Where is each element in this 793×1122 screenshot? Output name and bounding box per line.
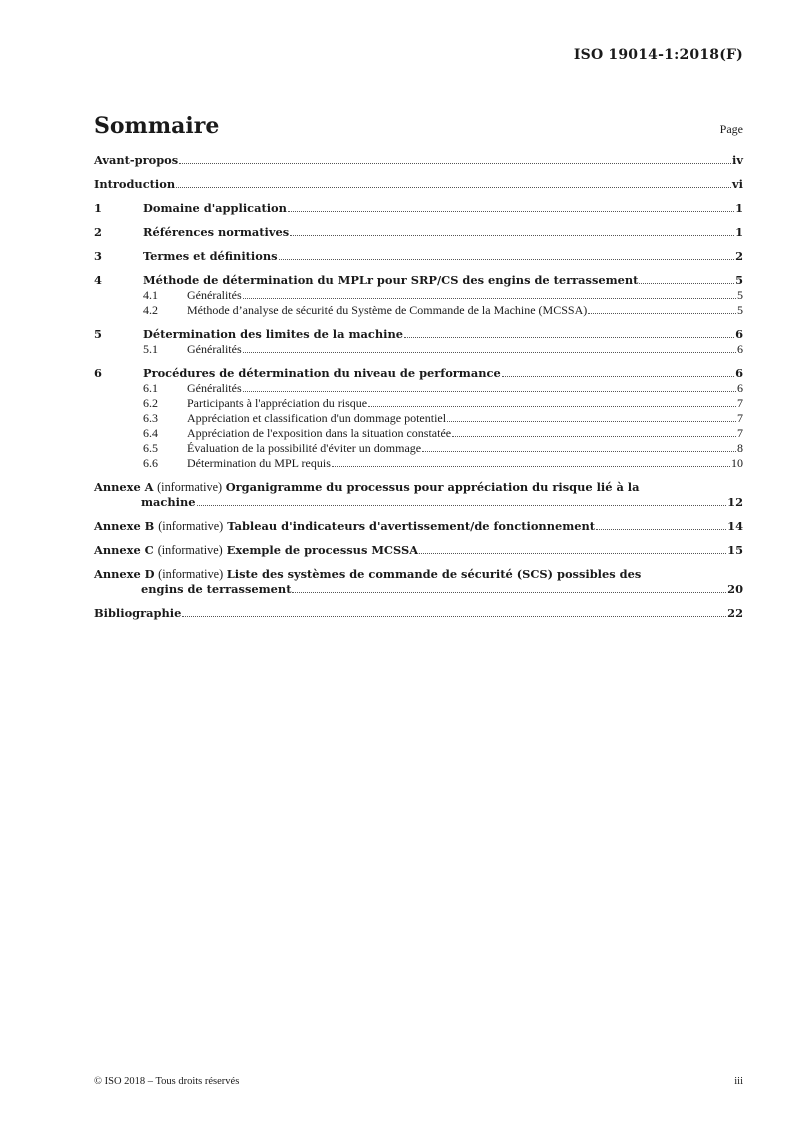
table-of-contents bbox=[94, 153, 743, 621]
leader-dots bbox=[404, 337, 734, 338]
annex-page: 20 bbox=[727, 582, 743, 596]
annex-type: (informative) bbox=[157, 480, 223, 494]
subclause-label: Détermination du MPL requis bbox=[187, 456, 331, 470]
clause-label: Détermination des limites de la machine bbox=[143, 327, 403, 341]
leader-dots bbox=[419, 553, 726, 554]
page-number: iii bbox=[734, 1076, 743, 1087]
subclause-number: 4.1 bbox=[143, 288, 158, 302]
copyright-notice: © ISO 2018 – Tous droits réservés bbox=[94, 1076, 240, 1087]
subclause-page: 10 bbox=[731, 456, 743, 470]
annex-prefix: Annexe C bbox=[94, 543, 154, 557]
toc-subclause-4-1[interactable] bbox=[94, 288, 743, 303]
clause-label: Procédures de détermination du niveau de performance bbox=[143, 366, 501, 380]
subclause-label: Appréciation et classification d'un dommage potentiel bbox=[187, 411, 447, 425]
leader-dots bbox=[596, 529, 726, 530]
leader-dots bbox=[243, 352, 736, 353]
clause-page: 1 bbox=[735, 201, 743, 215]
toc-entry-label: Avant-propos bbox=[94, 153, 179, 167]
leader-dots bbox=[197, 505, 727, 506]
leader-dots bbox=[279, 259, 735, 260]
toc-clause-4[interactable] bbox=[94, 273, 743, 288]
toc-entry-label: Introduction bbox=[94, 177, 176, 191]
subclause-number: 6.2 bbox=[143, 396, 158, 410]
subclause-label: Généralités bbox=[187, 342, 242, 356]
leader-dots bbox=[639, 283, 734, 284]
annex-title: Liste des systèmes de commande de sécurité (SCS) possibles des bbox=[226, 567, 642, 581]
toc-clause-5[interactable] bbox=[94, 327, 743, 342]
toc-subclause-6-3[interactable] bbox=[94, 411, 743, 426]
toc-title: Sommaire bbox=[94, 113, 220, 139]
clause-page: 6 bbox=[735, 327, 743, 341]
annex-page: 15 bbox=[727, 543, 743, 557]
toc-clause-2[interactable] bbox=[94, 225, 743, 240]
clause-number: 4 bbox=[94, 273, 102, 287]
toc-clause-1[interactable] bbox=[94, 201, 743, 216]
annex-page: 14 bbox=[727, 519, 743, 533]
annex-type: (informative) bbox=[157, 543, 223, 557]
toc-entry-page: iv bbox=[732, 153, 743, 167]
leader-dots bbox=[182, 616, 726, 617]
subclause-number: 6.4 bbox=[143, 426, 158, 440]
toc-subclause-6-2[interactable] bbox=[94, 396, 743, 411]
subclause-label: Généralités bbox=[187, 288, 242, 302]
annex-title: Exemple de processus MCSSA bbox=[226, 543, 419, 557]
annex-page: 12 bbox=[727, 495, 743, 509]
subclause-page: 6 bbox=[737, 381, 743, 395]
leader-dots bbox=[452, 436, 736, 437]
clause-number: 2 bbox=[94, 225, 102, 239]
annex-type: (informative) bbox=[158, 567, 224, 581]
document-id: ISO 19014-1:2018(F) bbox=[573, 47, 743, 63]
subclause-page: 7 bbox=[737, 411, 743, 425]
clause-label: Méthode de détermination du MPLr pour SRP/CS des engins de terrassement bbox=[143, 273, 639, 287]
toc-subclause-6-1[interactable] bbox=[94, 381, 743, 396]
subclause-number: 4.2 bbox=[143, 303, 158, 317]
subclause-number: 5.1 bbox=[143, 342, 158, 356]
toc-annex-a[interactable] bbox=[94, 480, 743, 510]
subclause-number: 6.3 bbox=[143, 411, 158, 425]
leader-dots bbox=[422, 451, 736, 452]
clause-number: 3 bbox=[94, 249, 102, 263]
toc-subclause-6-6[interactable] bbox=[94, 456, 743, 471]
subclause-label: Méthode d’analyse de sécurité du Système de Commande de la Machine (MCSSA) bbox=[187, 303, 588, 317]
leader-dots bbox=[588, 313, 736, 314]
leader-dots bbox=[243, 391, 736, 392]
clause-page: 1 bbox=[735, 225, 743, 239]
page-column-label: Page bbox=[719, 122, 743, 136]
toc-subclause-4-2[interactable] bbox=[94, 303, 743, 318]
subclause-number: 6.5 bbox=[143, 441, 158, 455]
subclause-page: 7 bbox=[737, 396, 743, 410]
annex-title-continued: engins de terrassement bbox=[141, 582, 292, 596]
leader-dots bbox=[332, 466, 730, 467]
subclause-page: 8 bbox=[737, 441, 743, 455]
leader-dots bbox=[176, 187, 731, 188]
leader-dots bbox=[447, 421, 736, 422]
toc-entry-introduction[interactable] bbox=[94, 177, 743, 192]
toc-clause-6[interactable] bbox=[94, 366, 743, 381]
annex-prefix: Annexe D bbox=[94, 567, 155, 581]
subclause-number: 6.6 bbox=[143, 456, 158, 470]
annex-prefix: Annexe A bbox=[94, 480, 154, 494]
clause-page: 2 bbox=[735, 249, 743, 263]
leader-dots bbox=[290, 235, 734, 236]
clause-page: 5 bbox=[735, 273, 743, 287]
leader-dots bbox=[243, 298, 736, 299]
toc-entry-page: 22 bbox=[727, 606, 743, 620]
clause-page: 6 bbox=[735, 366, 743, 380]
toc-subclause-6-5[interactable] bbox=[94, 441, 743, 456]
annex-type: (informative) bbox=[158, 519, 224, 533]
annex-title: Organigramme du processus pour appréciation du risque lié à la bbox=[225, 480, 640, 494]
annex-title-continued: machine bbox=[141, 495, 196, 509]
subclause-label: Généralités bbox=[187, 381, 242, 395]
toc-annex-d[interactable] bbox=[94, 567, 743, 597]
toc-title-row bbox=[94, 113, 743, 139]
toc-annex-c[interactable] bbox=[94, 543, 743, 558]
leader-dots bbox=[502, 376, 734, 377]
subclause-label: Participants à l'appréciation du risque bbox=[187, 396, 368, 410]
toc-subclause-5-1[interactable] bbox=[94, 342, 743, 357]
annex-title: Tableau d'indicateurs d'avertissement/de fonctionnement bbox=[227, 519, 596, 533]
toc-subclause-6-4[interactable] bbox=[94, 426, 743, 441]
subclause-page: 5 bbox=[737, 288, 743, 302]
toc-clause-3[interactable] bbox=[94, 249, 743, 264]
clause-label: Termes et définitions bbox=[143, 249, 278, 263]
subclause-page: 5 bbox=[737, 303, 743, 317]
leader-dots bbox=[179, 163, 731, 164]
toc-annex-b[interactable] bbox=[94, 519, 743, 534]
annex-prefix: Annexe B bbox=[94, 519, 155, 533]
subclause-label: Évaluation de la possibilité d'éviter un dommage bbox=[187, 441, 422, 455]
clause-number: 6 bbox=[94, 366, 102, 380]
toc-entry-page: vi bbox=[732, 177, 743, 191]
clause-label: Domaine d'application bbox=[143, 201, 287, 215]
leader-dots bbox=[288, 211, 734, 212]
subclause-number: 6.1 bbox=[143, 381, 158, 395]
clause-number: 1 bbox=[94, 201, 102, 215]
subclause-label: Appréciation de l'exposition dans la situation constatée bbox=[187, 426, 452, 440]
leader-dots bbox=[368, 406, 736, 407]
toc-entry-label: Bibliographie bbox=[94, 606, 182, 620]
subclause-page: 7 bbox=[737, 426, 743, 440]
toc-entry-avant-propos[interactable] bbox=[94, 153, 743, 168]
toc-entry-bibliographie[interactable] bbox=[94, 606, 743, 621]
clause-label: Références normatives bbox=[143, 225, 290, 239]
clause-number: 5 bbox=[94, 327, 102, 341]
leader-dots bbox=[292, 592, 726, 593]
subclause-page: 6 bbox=[737, 342, 743, 356]
